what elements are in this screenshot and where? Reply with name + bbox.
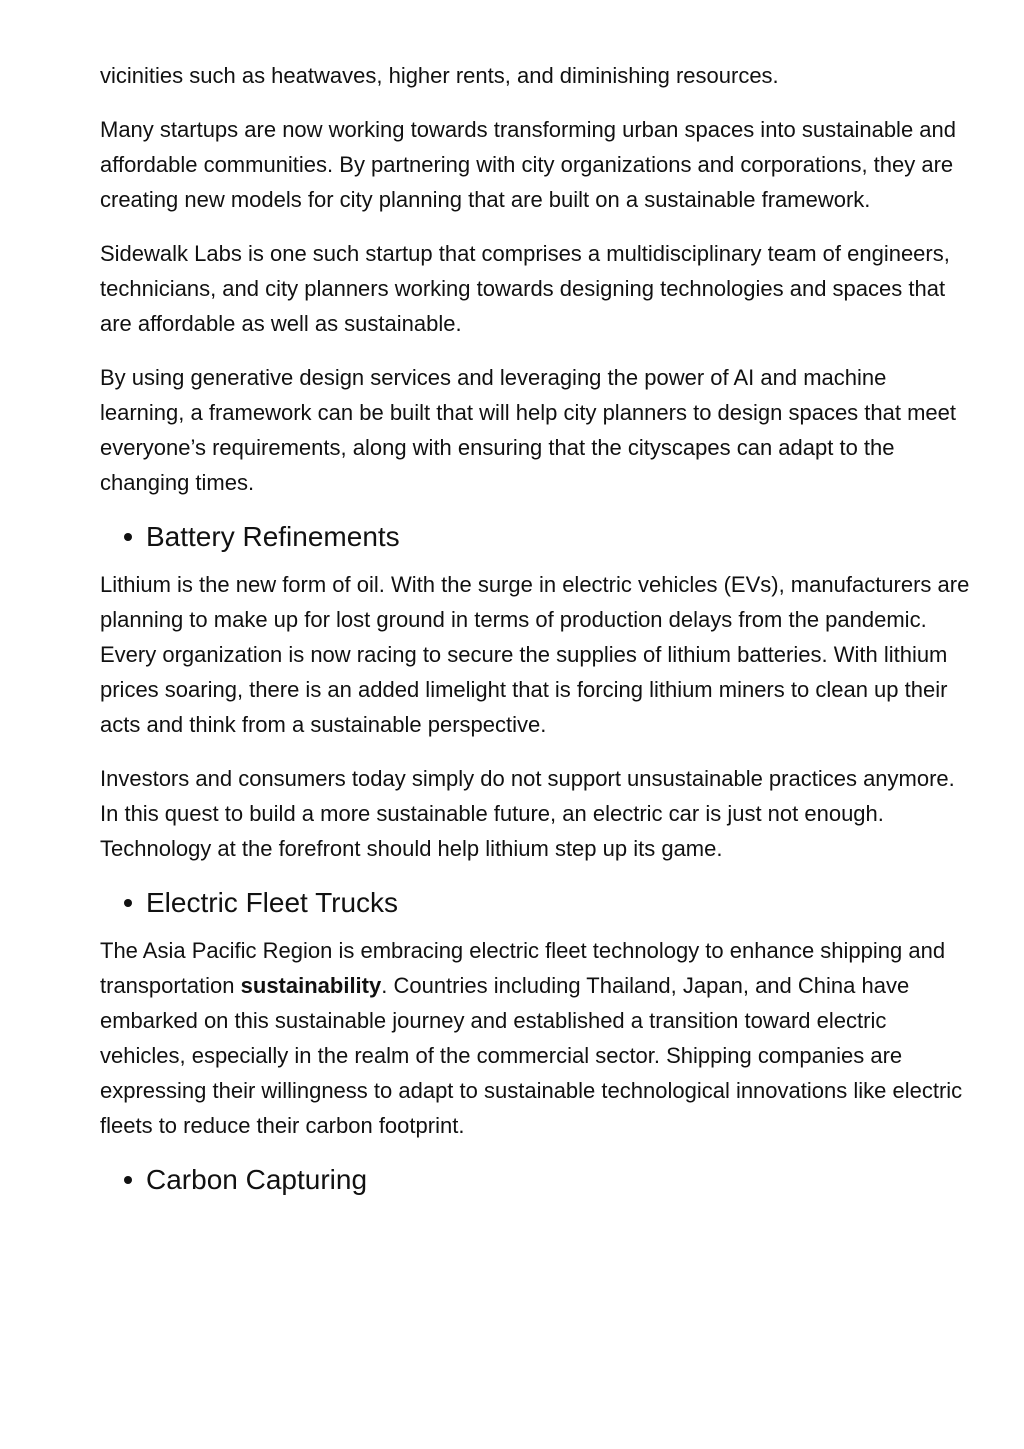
section-heading-battery	[100, 519, 970, 555]
paragraph-lithium: Lithium is the new form of oil. With the surge in electric vehicles (EVs), manufacturers are planning to make up for lost ground in terms of production delays from the pandemic. Every organization is now racing to secure the supplies of lithium batteries. With lithium prices soaring, there is an added limelight that is forcing lithium miners to clean up their acts and think from a sustainable perspective.	[100, 572, 970, 737]
section-heading-text: Battery Refinements	[146, 521, 400, 552]
paragraph-generative-design: By using generative design services and leveraging the power of AI and machine learning, a framework can be built that will help city planners to design spaces that meet everyone’s requirements, along with ensuring that the cityscapes can adapt to the changing times.	[100, 365, 957, 495]
paragraph-asia-pacific	[100, 933, 970, 1143]
bullet-icon	[124, 1176, 132, 1184]
section-heading-carbon	[100, 1162, 970, 1198]
section-heading-text: Carbon Capturing	[146, 1164, 368, 1195]
bullet-icon	[124, 533, 132, 541]
text-span: . Countries including Thailand, Japan, and China have embarked on this sustainable journey and established a transition toward electric vehicles, especially in the realm of the commercial sector. Shipping companies are expressing their willingness to adapt to sustainable technological innovations like electric fleets to reduce their carbon footprint.	[100, 973, 963, 1138]
text-span: The Asia Pacific Region is embracing electric fleet technology to enhance shipping and transportation	[100, 938, 946, 998]
bullet-icon	[124, 899, 132, 907]
paragraph-startups: Many startups are now working towards transforming urban spaces into sustainable and affordable communities. By partnering with city organizations and corporations, they are creating new models for city planning that are built on a sustainable framework.	[100, 117, 957, 212]
bold-keyword: sustainability	[240, 973, 382, 998]
section-heading-fleet	[100, 885, 970, 921]
document-page	[100, 58, 970, 1210]
section-heading-text: Electric Fleet Trucks	[146, 887, 399, 918]
paragraph-investors: Investors and consumers today simply do not support unsustainable practices anymore. In this quest to build a more sustainable future, an electric car is just not enough. Technology at the forefront should help lithium step up its game.	[100, 766, 955, 861]
paragraph-sidewalk-labs: Sidewalk Labs is one such startup that comprises a multidisciplinary team of engineers, technicians, and city planners working towards designing technologies and spaces that are affordable as well as sustainable.	[100, 241, 950, 336]
paragraph-vicinities: vicinities such as heatwaves, higher rents, and diminishing resources.	[100, 63, 779, 88]
